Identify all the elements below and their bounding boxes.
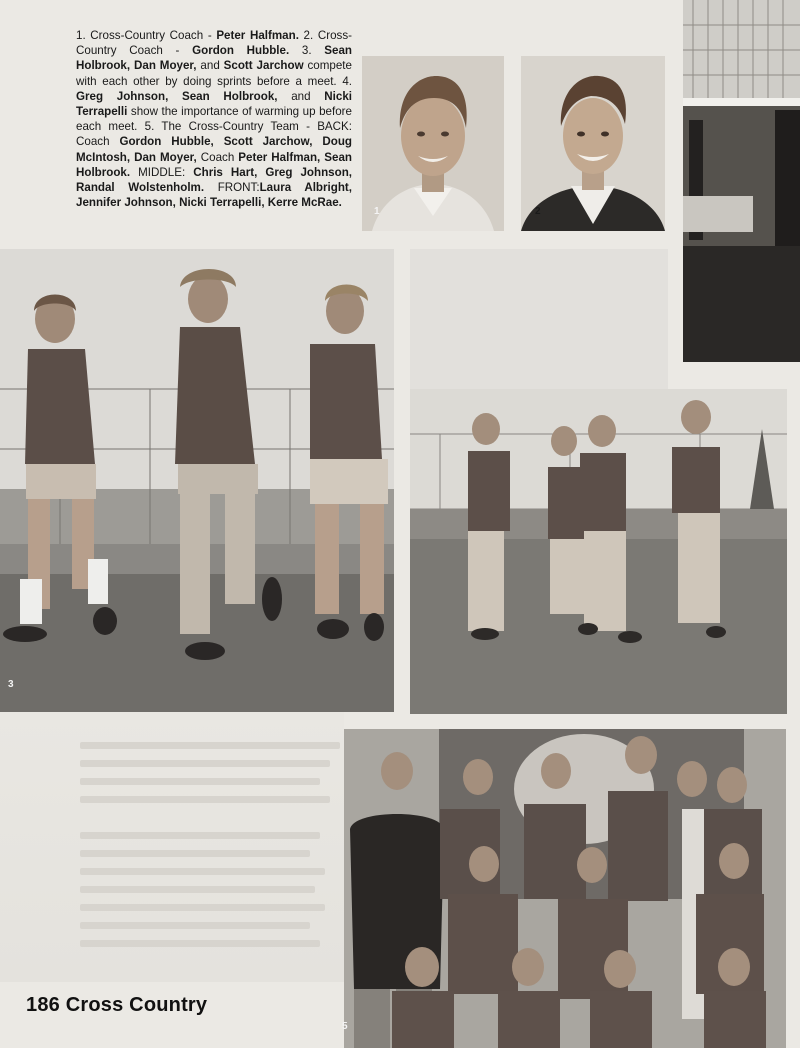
- portrait-graphic: [362, 56, 504, 231]
- photo-number: 5: [342, 1021, 348, 1032]
- caption-name-run: Peter Halfman, Sean Holbrook.: [76, 150, 352, 179]
- caption-text-run: 1. Cross-Country Coach -: [76, 29, 217, 42]
- caption-text-run: FRONT:: [204, 181, 260, 195]
- caption-name-run: Laura Albright, Jennifer Johnson, Nicki Terrapelli, Kerre McRae.: [76, 181, 352, 210]
- gym-graphic: [683, 0, 800, 362]
- photo-number: 1: [374, 206, 380, 217]
- photo-gymnasium: [683, 0, 800, 362]
- photo-caption: [76, 28, 352, 210]
- caption-text-run: and: [196, 59, 224, 73]
- photo-coach-peter-halfman: [362, 56, 504, 231]
- caption-text-run: show the importance of warming up before each meet. 5. The Cross-Country Team - BACK: Coach: [76, 105, 352, 149]
- caption-name-run: Gordon Hubble, Scott Jarchow, Doug McIntosh, Dan Moyer,: [76, 135, 352, 164]
- caption-text-run: MIDDLE:: [130, 165, 194, 179]
- photo-number: 3: [8, 679, 14, 690]
- caption-text-run: Coach: [196, 150, 239, 164]
- caption-name-run: Peter Halfman.: [216, 29, 299, 42]
- portrait-graphic: [521, 56, 665, 231]
- photo-cross-country-team: [344, 729, 786, 1048]
- caption-text-run: 3.: [289, 44, 325, 58]
- photo-number: 2: [535, 206, 541, 217]
- caption-name-run: Greg Johnson, Sean Holbrook,: [76, 89, 278, 103]
- page-section-title: 186 Cross Country: [26, 994, 208, 1016]
- caption-name-run: Gordon Hubble.: [192, 44, 290, 58]
- caption-name-run: Sean Holbrook, Dan Moyer,: [76, 44, 352, 73]
- photo-warming-up: [410, 389, 787, 714]
- photo-boys-sprinting: [0, 249, 394, 712]
- warmup-graphic: [410, 389, 787, 714]
- photo-faded-background: [410, 249, 668, 389]
- caption-text-run: 2. Cross-Country Coach -: [76, 29, 352, 58]
- caption-name-run: Scott Jarchow: [223, 59, 304, 73]
- caption-name-run: Nicki Terrapelli: [76, 89, 352, 119]
- caption-name-run: Chris Hart, Greg Johnson, Randal Wolstenholm.: [76, 165, 352, 195]
- caption-text-run: compete with each other by doing sprints before a meet. 4.: [76, 59, 352, 88]
- bleed-through-area: [0, 712, 344, 982]
- team-graphic: [344, 729, 786, 1048]
- photo-coach-gordon-hubble: [521, 56, 665, 231]
- runners-graphic: [0, 249, 394, 712]
- caption-text-run: and: [277, 89, 325, 103]
